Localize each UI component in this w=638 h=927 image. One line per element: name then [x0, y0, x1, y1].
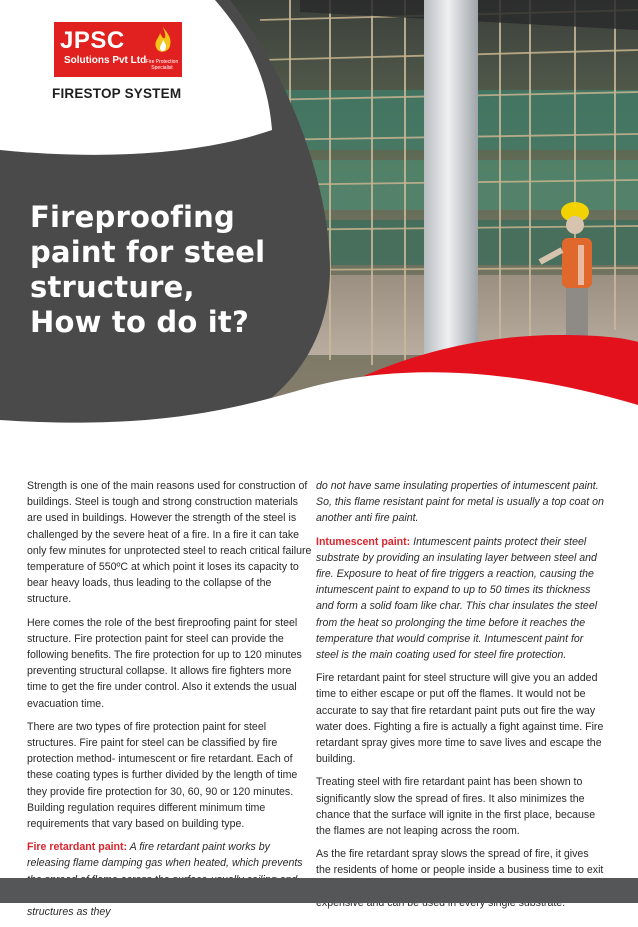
- right-column: [316, 478, 606, 918]
- hero-banner: [0, 0, 638, 440]
- logo-tagline: Fire Protection Specialist: [145, 59, 179, 71]
- brand-tagline: FIRESTOP SYSTEM: [52, 86, 182, 101]
- title-line: Fireproofing: [30, 200, 235, 234]
- intumescent-label: Intumescent paint:: [316, 535, 411, 548]
- paragraph: Strength is one of the main reasons used for construction of buildings. Steel is tough and strong construction materials are used in buildings. However the strength of the steel is challenged by the severe heat of a fire. In a fire it can take only few minutes for unprotected steel to reach critical failure temperature of 550ºC at which point it loses its capacity to bear heavy loads, thus leading to the collapse of the structure.: [27, 480, 312, 606]
- logo-subtext: Solutions Pvt Ltd: [64, 55, 147, 66]
- flame-icon: [152, 26, 174, 56]
- page-title: [30, 200, 280, 340]
- logo-text: JPSC: [60, 27, 125, 54]
- company-logo: [54, 22, 182, 77]
- title-line: How to do it?: [30, 305, 249, 339]
- footer-bar: [0, 878, 638, 903]
- fire-retardant-label: Fire retardant paint:: [27, 841, 128, 854]
- paragraph: Here comes the role of the best fireproofing paint for steel structure. Fire protection paint for steel can provide the following benefits. The fire protection for up to 120 minutes preventing structural collapse. It allows fire fighters more time to get the fire under control. Also it extends the usual evacuation time.: [27, 616, 302, 710]
- title-line: structure,: [30, 270, 195, 304]
- paragraph-text: A fire retardant paint works by releasing flame damping gas when heated, which prevents structures as they: [27, 841, 303, 919]
- paragraph: As the fire retardant spray slows the spread of fire, it gives the residents of home or people inside a business time to exit: [316, 848, 604, 877]
- left-column: [27, 478, 312, 927]
- paragraph-text: Intumescent paints protect their steel substrate by providing an insulating layer between steel and fire. Exposure to heat of fire triggers a reaction, causing the intumescent paint to expand to up to 50 times its thickness and form a solid foam like char. This char insulates the steel from the heat so prolonging the time before it reaches the temperature that would comprise it. Intumescent paint for steel is the main coating used for steel fire protection.: [316, 535, 598, 662]
- title-line: paint for steel: [30, 235, 266, 269]
- paragraph: Fire retardant paint for steel structure will give you an added time to either escape or put off the flames. It would not be accurate to say that fire retardant paint puts out fire the way water does. Fighting a fire is actually a fight against time. Fire retardant spray gives more time to save lives and escape the building.: [316, 672, 604, 766]
- paragraph: do not have same insulating properties of intumescent paint. So, this flame resistant paint for metal is usually a top coat on another anti fire paint.: [316, 480, 604, 525]
- paragraph: Treating steel with fire retardant paint has been shown to significantly slow the spread of fires. It also minimizes the chance that the surface will ignite in the first place, because the flames are not leaping across the room.: [316, 776, 596, 838]
- paragraph: [316, 534, 606, 664]
- paragraph: There are two types of fire protection paint for steel structures. Fire paint for steel can be classified by fire protection method- intumescent or fire retardant. Each of these coating types is further divided by the length of time they provide fire protection for 30, 60, 90 or 120 minutes. Building regulation requires different minimum time requirements that vary based on building type.: [27, 720, 298, 831]
